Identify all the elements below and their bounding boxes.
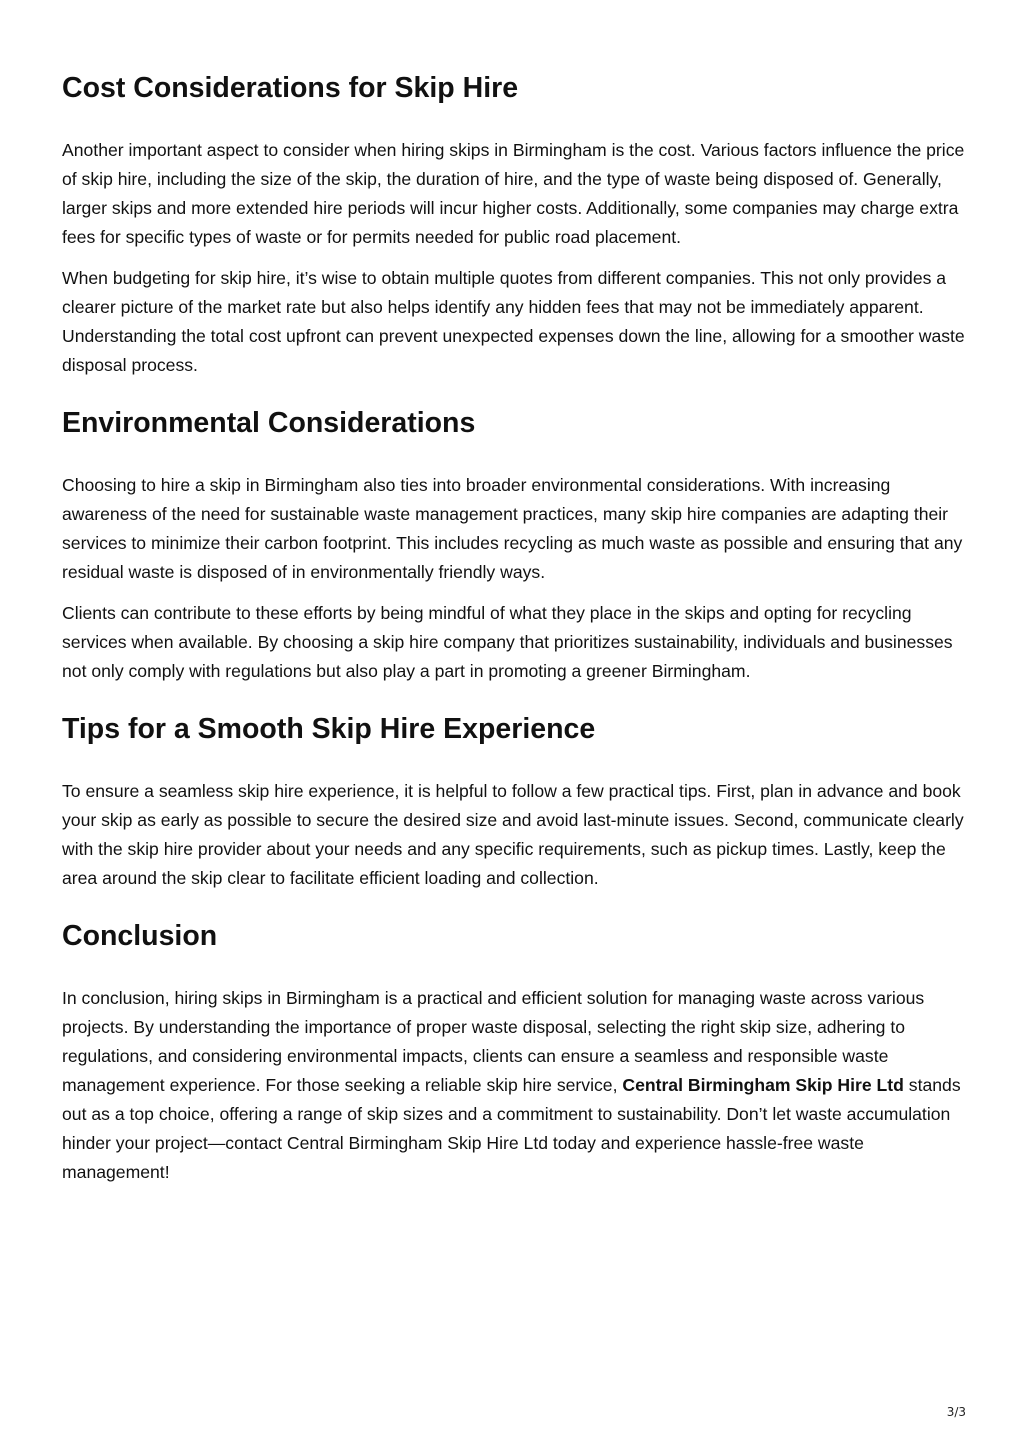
paragraph: Clients can contribute to these efforts by being mindful of what they place in the skips and opting for recycling services when available. By choosing a skip hire company that prioritizes sustainability, individuals and businesses not only comply with regulations but also play a part in promoting a greener Birmingham.: [62, 603, 953, 681]
section-environmental-considerations: [62, 401, 967, 686]
paragraph: When budgeting for skip hire, it’s wise to obtain multiple quotes from different companies. This not only provides a clearer picture of the market rate but also helps identify any hidden fees that may not be immediately apparent. Understanding the total cost upfront can prevent unexpected expenses down the line, allowing for a smoother waste disposal process.: [62, 268, 965, 375]
conclusion-paragraph: [62, 984, 967, 1187]
page-number: 3/3: [946, 1405, 966, 1419]
paragraph: Another important aspect to consider when hiring skips in Birmingham is the cost. Various factors influence the price of skip hire, including the size of the skip, the duration of hire, and the type of waste being disposed of. Generally, larger skips and more extended hire periods will incur higher costs. Additionally, some companies may charge extra fees for specific types of waste or for permits needed for public road placement.: [62, 140, 965, 247]
company-name: Central Birmingham Skip Hire Ltd: [622, 1075, 904, 1095]
paragraph: Choosing to hire a skip in Birmingham also ties into broader environmental considerations. With increasing awareness of the need for sustainable waste management practices, many skip hire companies are adapting their services to minimize their carbon footprint. This includes recycling as much waste as possible and ensuring that any residual waste is disposed of in environmentally friendly ways.: [62, 475, 963, 582]
section-heading: Tips for a Smooth Skip Hire Experience: [62, 713, 596, 745]
conclusion-text-after: stands out as a top choice, offering a range of skip sizes and a commitment to sustainability. Don’t let waste accumulation hinder your project—contact Central Birmingham Skip Hire Ltd today and experience hassle-free waste management!: [62, 1075, 961, 1182]
section-heading: Conclusion: [62, 920, 218, 952]
section-tips: [62, 707, 967, 893]
section-heading: Environmental Considerations: [62, 407, 476, 439]
section-heading: Cost Considerations for Skip Hire: [62, 72, 519, 104]
section-cost-considerations: [62, 66, 967, 380]
conclusion-text-before: In conclusion, hiring skips in Birmingham is a practical and efficient solution for managing waste across various projects. By understanding the importance of proper waste disposal, selecting the right skip size, adhering to regulations, and considering environmental impacts, clients can ensure a seamless and responsible waste management experience. For those seeking a reliable skip hire service,: [62, 988, 925, 1095]
paragraph: To ensure a seamless skip hire experience, it is helpful to follow a few practical tips. First, plan in advance and book your skip as early as possible to secure the desired size and avoid last-minute issues. Second, communicate clearly with the skip hire provider about your needs and any specific requirements, such as pickup times. Lastly, keep the area around the skip clear to facilitate efficient loading and collection.: [62, 781, 964, 888]
document-page: [62, 66, 967, 1199]
section-conclusion: [62, 914, 967, 1187]
